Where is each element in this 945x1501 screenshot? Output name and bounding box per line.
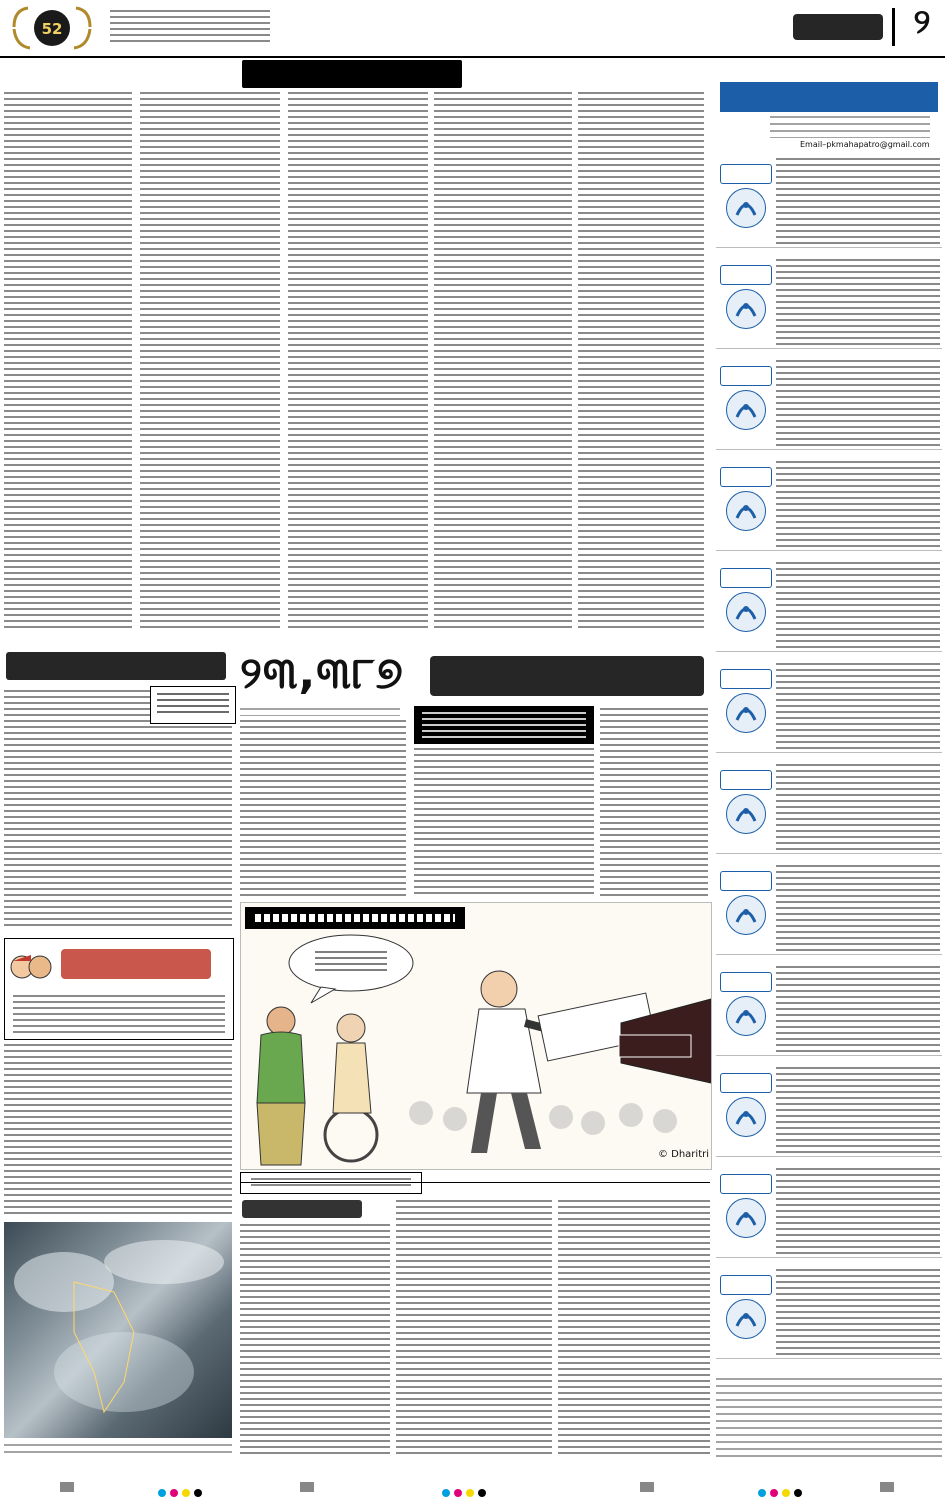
rashi-block [716,556,942,653]
weather-caption [4,1444,232,1454]
rashi-name [720,467,772,487]
rashi-text [776,1067,940,1154]
continuation-banner [240,1172,422,1194]
main-headline-number: ୨୩,୩୮୭ [240,648,404,699]
main-byline [240,708,400,716]
main-story-col3 [600,708,708,896]
rashifala-byline [770,116,930,138]
zodiac-symbol-icon [726,996,766,1036]
cartoon-copyright: © Dharitri [657,1149,709,1160]
zodiac-symbol-icon [726,1198,766,1238]
rashi-name [720,1174,772,1194]
rashi-text [776,1168,940,1255]
rashi-text [776,461,940,548]
rashi-block [716,1162,942,1259]
logo-number: 52 [41,20,63,38]
rashi-block [716,657,942,754]
rashi-block [716,152,942,249]
main-subhead-box [414,706,594,744]
rashi-block [716,859,942,956]
rashi-name [720,1275,772,1295]
rashifala-signs [716,152,942,1372]
main-headline [240,646,710,702]
rashi-text [776,360,940,447]
left-story-body [4,690,232,928]
rashi-text [776,562,940,649]
header-rule [0,56,945,58]
zodiac-symbol-icon [726,1299,766,1339]
print-registration-marks [0,1478,945,1497]
rashi-text [776,764,940,851]
events-title-banner [242,60,462,88]
column-box [4,938,234,1040]
rashi-text [776,259,940,346]
left-kicker-box [150,686,236,724]
rashi-name [720,972,772,992]
rashi-name [720,265,772,285]
rashi-block [716,455,942,552]
rashi-text [776,1269,940,1356]
zodiac-symbol-icon [726,794,766,834]
page-number: ୨ [913,2,931,42]
left-headline [6,646,234,684]
rashi-block [716,1061,942,1158]
zodiac-symbol-icon [726,390,766,430]
rashi-text [776,966,940,1053]
zodiac-symbol-icon [726,188,766,228]
zodiac-symbol-icon [726,491,766,531]
rashi-block [716,758,942,855]
rashi-block [716,960,942,1057]
main-story-col1 [240,720,406,896]
zodiac-symbol-icon [726,693,766,733]
rashi-text [776,663,940,750]
rashi-name [720,164,772,184]
rashi-name [720,366,772,386]
section-title-placeholder [793,14,883,40]
continuation-col3 [558,1200,710,1454]
column-body [4,1044,232,1214]
rashi-text [776,158,940,245]
events-listing [4,92,704,640]
rashi-name [720,568,772,588]
zodiac-symbol-icon [726,289,766,329]
rashifala-email: Email–pkmahapatro@gmail.com [800,140,930,149]
rashi-name [720,669,772,689]
cartoon-panel [240,902,712,1170]
anniversary-logo [6,4,98,50]
rashi-block [716,1263,942,1360]
rashi-name [720,1073,772,1093]
rashifala-title-banner [720,82,938,112]
header-divider [892,8,895,46]
cartoon-illustration [241,903,711,1169]
rashi-name [720,770,772,790]
dateline-placeholder [110,10,270,44]
zodiac-symbol-icon [726,895,766,935]
continuation-col1 [240,1224,390,1454]
zodiac-symbol-icon [726,1097,766,1137]
main-story-col2 [414,748,594,896]
rashi-block [716,253,942,350]
zodiac-symbol-icon [726,592,766,632]
continuation-col2 [396,1200,552,1454]
masthead [0,0,945,56]
rashifala-footer-note [716,1378,942,1458]
rashi-block [716,354,942,451]
rashi-text [776,865,940,952]
cartoon-faces-icon [9,945,53,989]
rashi-name [720,871,772,891]
continuation-rule [240,1182,710,1183]
weather-satellite-image [4,1222,232,1438]
